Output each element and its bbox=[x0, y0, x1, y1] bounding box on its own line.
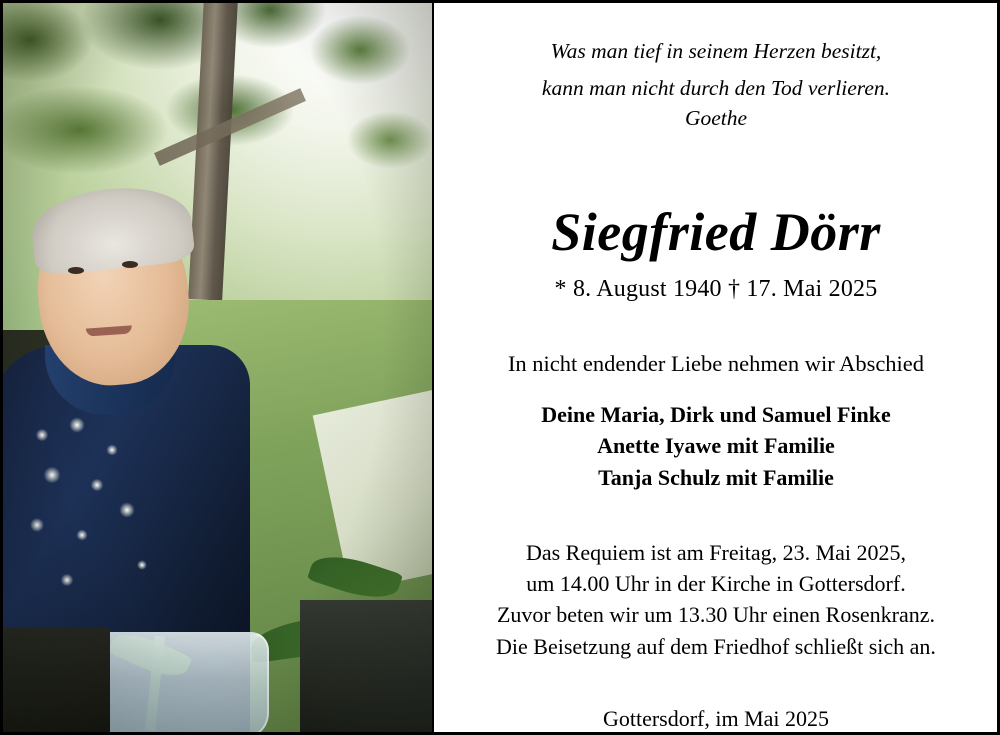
portrait-photo bbox=[0, 0, 432, 735]
quote-author: Goethe bbox=[684, 106, 748, 131]
service-line: Das Requiem ist am Freitag, 23. Mai 2025, bbox=[525, 539, 907, 565]
family-line: Anette Iyawe mit Familie bbox=[597, 433, 835, 459]
farewell-text: In nicht endender Liebe nehmen wir Abschied bbox=[507, 351, 925, 377]
family-list bbox=[468, 399, 964, 493]
family-line: Tanja Schulz mit Familie bbox=[598, 464, 834, 490]
service-line: Zuvor beten wir um 13.30 Uhr einen Rosenkranz. bbox=[496, 602, 936, 628]
notice-text-pane bbox=[432, 0, 1000, 735]
deceased-name: Siegfried Dörr bbox=[551, 201, 881, 262]
photo-canvas bbox=[0, 0, 432, 735]
service-line: um 14.00 Uhr in der Kirche in Gottersdorf. bbox=[526, 571, 906, 597]
service-line: Die Beisetzung auf dem Friedhof schließt sich an. bbox=[496, 633, 936, 659]
photo-vignette bbox=[0, 0, 432, 735]
service-details bbox=[468, 537, 964, 662]
place-and-date: Gottersdorf, im Mai 2025 bbox=[602, 705, 830, 731]
quote-line-2: kann man nicht durch den Tod verlieren. bbox=[541, 75, 891, 100]
quote-line-1: Was man tief in seinem Herzen besitzt, bbox=[550, 39, 882, 63]
life-dates: * 8. August 1940 † 17. Mai 2025 bbox=[554, 276, 878, 303]
family-line: Deine Maria, Dirk und Samuel Finke bbox=[541, 402, 891, 428]
